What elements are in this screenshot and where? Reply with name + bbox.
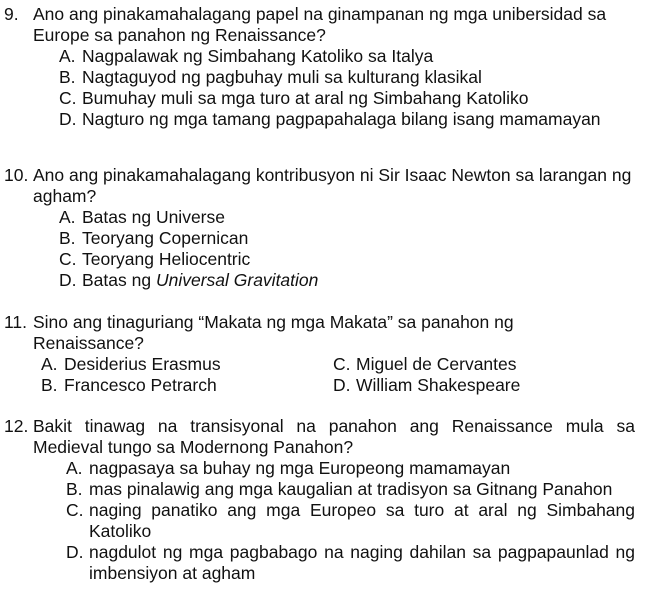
option-text: Desiderius Erasmus — [64, 354, 221, 374]
option-text: Bumuhay muli sa mga turo at aral ng Simbahang Katoliko — [82, 88, 529, 108]
option-row-1 — [0, 354, 657, 375]
option-letter: A. — [66, 458, 83, 478]
option-letter: D. — [333, 375, 351, 395]
question-text: Ano ang pinakamahalagang papel na ginampanan ng mga unibersidad sa Europe sa panahon ng Renaissance? — [33, 4, 607, 45]
question-12 — [0, 416, 657, 584]
question-text: Sino ang tinaguriang “Makata ng mga Makata” sa panahon ng Renaissance? — [33, 312, 514, 353]
option-row-2 — [0, 375, 657, 396]
option-text: Nagpalawak ng Simbahang Katoliko sa Italya — [82, 46, 434, 66]
option-text: nagpasaya sa buhay ng mga Europeong mamamayan — [89, 458, 511, 478]
option-c — [59, 249, 657, 270]
question-number: 10. — [4, 165, 29, 185]
option-text — [59, 270, 657, 291]
question-number: 11. — [4, 312, 28, 332]
option-c — [59, 88, 657, 109]
question-10 — [0, 165, 657, 291]
option-letter: C. — [59, 249, 77, 269]
option-b — [59, 228, 657, 249]
option-letter: B. — [59, 67, 76, 87]
option-a — [41, 354, 221, 375]
option-text: nagdulot ng mga pagbabago na naging dahilan sa pagpapaunlad ng imbensiyon at agham — [89, 542, 635, 583]
option-letter: A. — [59, 207, 76, 227]
question-11 — [0, 312, 657, 396]
option-text: Teoryang Copernican — [82, 228, 249, 248]
question-9 — [0, 4, 657, 130]
option-letter: D. — [59, 270, 77, 290]
option-text: mas pinalawig ang mga kaugalian at tradisyon sa Gitnang Panahon — [89, 479, 613, 499]
option-text: Nagturo ng mga tamang pagpapahalaga bilang isang mamamayan — [82, 109, 601, 129]
option-text: Nagtaguyod ng pagbuhay muli sa kulturang klasikal — [82, 67, 482, 87]
option-c — [66, 500, 635, 542]
option-letter: C. — [66, 500, 84, 520]
option-text-prefix: Batas ng — [82, 270, 156, 290]
question-text: Ano ang pinakamahalagang kontribusyon ni Sir Isaac Newton sa larangan ng agham? — [33, 165, 632, 206]
option-d — [59, 270, 657, 291]
option-text-italic: Universal Gravitation — [155, 270, 319, 290]
option-a — [66, 458, 635, 479]
question-stem — [0, 4, 657, 46]
option-text: Francesco Petrarch — [64, 375, 217, 395]
question-stem — [0, 312, 657, 354]
option-d — [59, 109, 657, 130]
option-letter: B. — [59, 228, 76, 248]
option-letter: A. — [41, 354, 58, 374]
option-a — [59, 46, 657, 67]
option-b — [59, 67, 657, 88]
option-c — [333, 354, 517, 375]
option-letter: B. — [41, 375, 58, 395]
option-text: William Shakespeare — [356, 375, 521, 395]
option-d — [333, 375, 520, 396]
option-letter: B. — [66, 479, 83, 499]
option-text: Teoryang Heliocentric — [82, 249, 251, 269]
option-d — [66, 542, 635, 584]
option-letter: A. — [59, 46, 76, 66]
option-letter: D. — [66, 542, 84, 562]
option-text: Miguel de Cervantes — [356, 354, 517, 374]
option-letter: C. — [333, 354, 351, 374]
option-b — [66, 479, 635, 500]
option-text: Batas ng Universe — [82, 207, 225, 227]
question-stem — [0, 416, 657, 458]
question-number: 12. — [4, 416, 29, 436]
option-b — [41, 375, 217, 396]
question-number: 9. — [4, 4, 19, 24]
question-text: Bakit tinawag na transisyonal na panahon ang Renaissance mula sa Medieval tungo sa Modernong Panahon? — [33, 416, 635, 457]
option-a — [59, 207, 657, 228]
option-text: naging panatiko ang mga Europeo sa turo at aral ng Simbahang Katoliko — [89, 500, 635, 541]
question-stem — [0, 165, 657, 207]
option-letter: C. — [59, 88, 77, 108]
option-letter: D. — [59, 109, 77, 129]
